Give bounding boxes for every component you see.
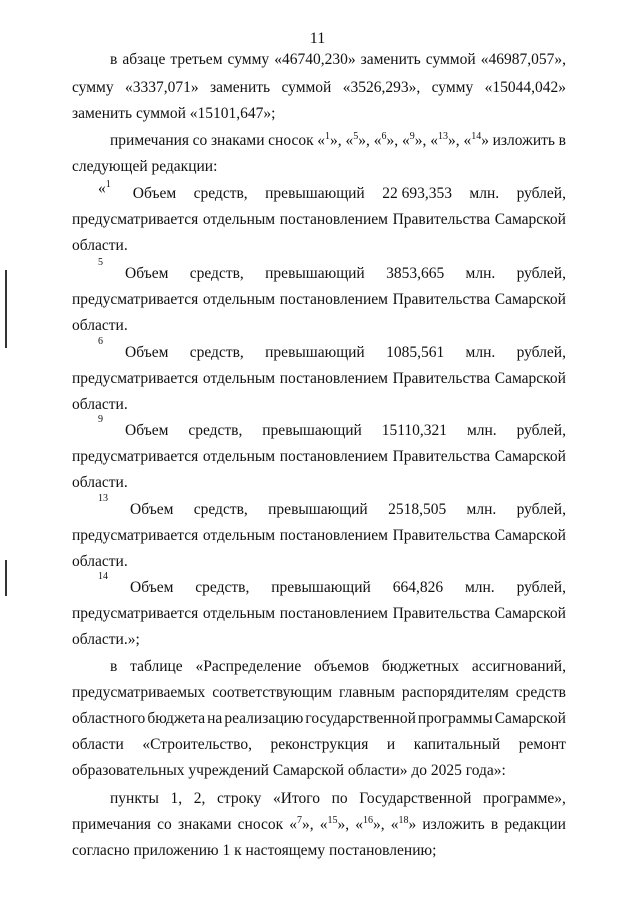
word: средств,	[188, 422, 243, 439]
word: Правительства	[392, 527, 491, 544]
word: сносок	[237, 816, 284, 833]
word: бюджетных	[381, 658, 460, 675]
footnote-reference: «$^9$»,	[402, 131, 427, 149]
word: сносок	[268, 132, 314, 149]
word: суммой	[425, 51, 476, 68]
word: ассигнований,	[471, 658, 566, 675]
word: Самарской	[494, 448, 566, 465]
word: млн.	[465, 344, 496, 361]
word: средств,	[195, 579, 250, 596]
word: примечания	[110, 132, 190, 149]
footnote-number: 9	[98, 414, 103, 425]
para3-line3	[72, 709, 566, 729]
word: предусматриваемых	[72, 684, 206, 701]
footnote-text	[133, 184, 566, 204]
word: рублей,	[516, 579, 566, 596]
word: Государственной	[359, 790, 472, 807]
para3-line1	[110, 657, 566, 677]
para1-line2	[72, 78, 566, 98]
word: млн.	[469, 185, 500, 202]
footnote-text	[130, 500, 566, 520]
footnote-number: «1	[98, 179, 111, 197]
footnote-number: 6	[98, 336, 103, 347]
footnote-text	[130, 578, 566, 598]
footnote-line3: области.	[72, 474, 128, 491]
word: 1085,561	[386, 344, 445, 361]
para3-line2	[72, 683, 566, 703]
word: программы	[417, 710, 493, 727]
word: Правительства	[392, 448, 491, 465]
footnote-reference: «$^7$»,	[289, 815, 314, 833]
page-number: 11	[309, 30, 326, 47]
word: превышающий	[265, 344, 365, 361]
word: превышающий	[262, 422, 362, 439]
scan-margin-mark	[5, 560, 7, 596]
footnote-number: 5	[98, 257, 103, 268]
word: предусматривается	[72, 527, 199, 544]
word: заменить	[209, 79, 271, 96]
para3-line5: образовательных учреждений Самарской области» до 2025 года»:	[72, 762, 506, 779]
word: распорядителям	[401, 684, 509, 701]
footnote-reference: «$^{13}$»,	[430, 131, 460, 149]
word: ремонт	[518, 736, 566, 753]
word: постановлением	[279, 370, 388, 387]
word: бюджета	[147, 710, 206, 727]
para2-line1	[110, 131, 566, 151]
footnote-reference-list	[317, 131, 489, 151]
word: превышающий	[268, 501, 368, 518]
footnote-reference: «$^{14}$»	[463, 131, 489, 149]
word: Самарской	[494, 211, 566, 228]
word: на	[207, 710, 223, 727]
word: капитальный	[413, 736, 501, 753]
word: Объем	[130, 579, 174, 596]
word: предусматривается	[72, 291, 199, 308]
word: отдельным	[202, 527, 276, 544]
footnote-line2	[72, 604, 566, 624]
word: отдельным	[202, 291, 276, 308]
word: Самарской	[494, 370, 566, 387]
word: со	[192, 132, 208, 149]
word: «15044,042»	[484, 79, 566, 96]
word: отдельным	[202, 370, 276, 387]
word: пункты	[110, 790, 159, 807]
word: превышающий	[265, 265, 365, 282]
word: и	[386, 736, 396, 753]
word: Правительства	[392, 605, 491, 622]
word: примечания	[72, 816, 152, 833]
footnote-line2	[72, 526, 566, 546]
word: Объем	[132, 185, 177, 202]
footnote-line2	[72, 447, 566, 467]
word: постановлением	[279, 211, 388, 228]
footnote-line2	[72, 210, 566, 230]
word: «46987,057»,	[480, 51, 566, 68]
footnote-line1	[98, 493, 566, 520]
word: Правительства	[392, 370, 491, 387]
word: знаками	[177, 816, 232, 833]
word: Самарской	[494, 605, 566, 622]
word: объемов	[314, 658, 370, 675]
word: отдельным	[202, 211, 276, 228]
footnote-line3: области.	[72, 396, 128, 413]
footnote-line2	[72, 369, 566, 389]
word: предусматривается	[72, 448, 199, 465]
word: главным	[338, 684, 395, 701]
word: соответствующим	[212, 684, 333, 701]
word: 664,826	[392, 579, 444, 596]
word: по	[331, 790, 348, 807]
word: программе»,	[483, 790, 566, 807]
word: «3337,071»	[124, 79, 199, 96]
word: изложить	[422, 816, 485, 833]
footnote-line1	[98, 414, 566, 441]
word: постановлением	[279, 605, 388, 622]
word: 22 693,353	[382, 185, 452, 202]
word: превышающий	[271, 579, 371, 596]
word: млн.	[466, 422, 497, 439]
word: средств,	[189, 265, 244, 282]
word: постановлением	[279, 291, 388, 308]
word: абзаце	[122, 51, 166, 68]
footnote-number: 14	[98, 571, 108, 582]
word: знаками	[210, 132, 265, 149]
word: со	[157, 816, 172, 833]
footnote-line3: области.	[72, 237, 128, 254]
word: третьем	[170, 51, 223, 68]
footnote-reference: «$^{18}$»	[390, 815, 417, 833]
word: сумму	[72, 79, 114, 96]
para4-line1	[110, 789, 566, 809]
word: Самарской	[494, 710, 566, 727]
para1-line1	[110, 50, 566, 70]
word: Объем	[125, 265, 169, 282]
word: средств,	[193, 185, 248, 202]
word: областного	[72, 710, 146, 727]
word: средств,	[193, 501, 248, 518]
word: «3526,293»,	[342, 79, 421, 96]
word: сумму	[227, 51, 270, 68]
word: 1,	[170, 790, 183, 807]
word: превышающий	[265, 185, 365, 202]
word: Правительства	[392, 211, 491, 228]
word: предусматривается	[72, 605, 199, 622]
word: в	[110, 51, 118, 68]
footnote-line3: области.	[72, 553, 128, 570]
word: отдельным	[202, 605, 276, 622]
word: суммой	[281, 79, 332, 96]
word: Самарской	[494, 527, 566, 544]
word: предусматривается	[72, 211, 199, 228]
word: сумму	[431, 79, 474, 96]
word: средств,	[189, 344, 244, 361]
word: таблице	[130, 658, 183, 675]
footnote-text	[125, 421, 566, 441]
word: рублей,	[516, 422, 566, 439]
footnote-number: 13	[98, 493, 108, 504]
word: Объем	[130, 501, 174, 518]
footnote-text	[125, 343, 566, 363]
word: в	[558, 132, 566, 149]
word: редакции	[504, 816, 566, 833]
footnote-reference: «$^5$»,	[345, 131, 370, 149]
para2-line2: следующей редакции:	[72, 158, 218, 175]
word: заменить	[360, 51, 421, 68]
word: «46740,230»	[274, 51, 356, 68]
footnote-line1	[98, 336, 566, 363]
word: млн.	[465, 265, 496, 282]
word: 2,	[193, 790, 206, 807]
footnote-line3: области.»;	[72, 631, 140, 648]
para4-line2	[72, 815, 566, 835]
word: «Строительство,	[142, 736, 252, 753]
word: млн.	[466, 501, 497, 518]
word: Правительства	[392, 291, 491, 308]
word: средств	[515, 684, 566, 701]
word: Объем	[125, 344, 169, 361]
word: постановлением	[279, 448, 388, 465]
word: рублей,	[516, 344, 566, 361]
word: отдельным	[202, 448, 276, 465]
word: предусматривается	[72, 370, 199, 387]
word: млн.	[464, 579, 495, 596]
word: рублей,	[516, 185, 566, 202]
scan-margin-mark	[5, 270, 7, 348]
footnote-line1	[98, 179, 566, 204]
footnote-reference: «$^{16}$»,	[355, 815, 385, 833]
footnote-line3: области.	[72, 317, 128, 334]
footnote-line2	[72, 290, 566, 310]
para4-line3: согласно приложению 1 к настоящему постановлению;	[72, 842, 437, 859]
word: рублей,	[516, 265, 566, 282]
word: постановлением	[279, 527, 388, 544]
footnote-text	[125, 264, 566, 284]
word: Объем	[125, 422, 169, 439]
word: «Итого	[273, 790, 320, 807]
word: изложить	[492, 132, 555, 149]
para1-line3: заменить суммой «15101,647»;	[72, 105, 276, 122]
footnote-line1	[98, 571, 566, 598]
word: Самарской	[494, 291, 566, 308]
word: реконструкция	[270, 736, 369, 753]
word: рублей,	[516, 501, 566, 518]
word: реализацию	[224, 710, 304, 727]
word: в	[490, 816, 499, 833]
word: области	[72, 736, 124, 753]
para3-line4	[72, 735, 566, 755]
word: в	[110, 658, 118, 675]
footnote-reference: «$^{15}$»,	[319, 815, 350, 833]
footnote-line1	[98, 257, 566, 284]
word: государственной	[305, 710, 416, 727]
word: 3853,665	[386, 265, 445, 282]
word: строку	[216, 790, 262, 807]
word: «Распределение	[195, 658, 302, 675]
word: 2518,505	[388, 501, 447, 518]
word: 15110,321	[381, 422, 448, 439]
footnote-reference: «$^1$»,	[317, 131, 342, 149]
footnote-reference: «$^6$»,	[373, 131, 399, 149]
